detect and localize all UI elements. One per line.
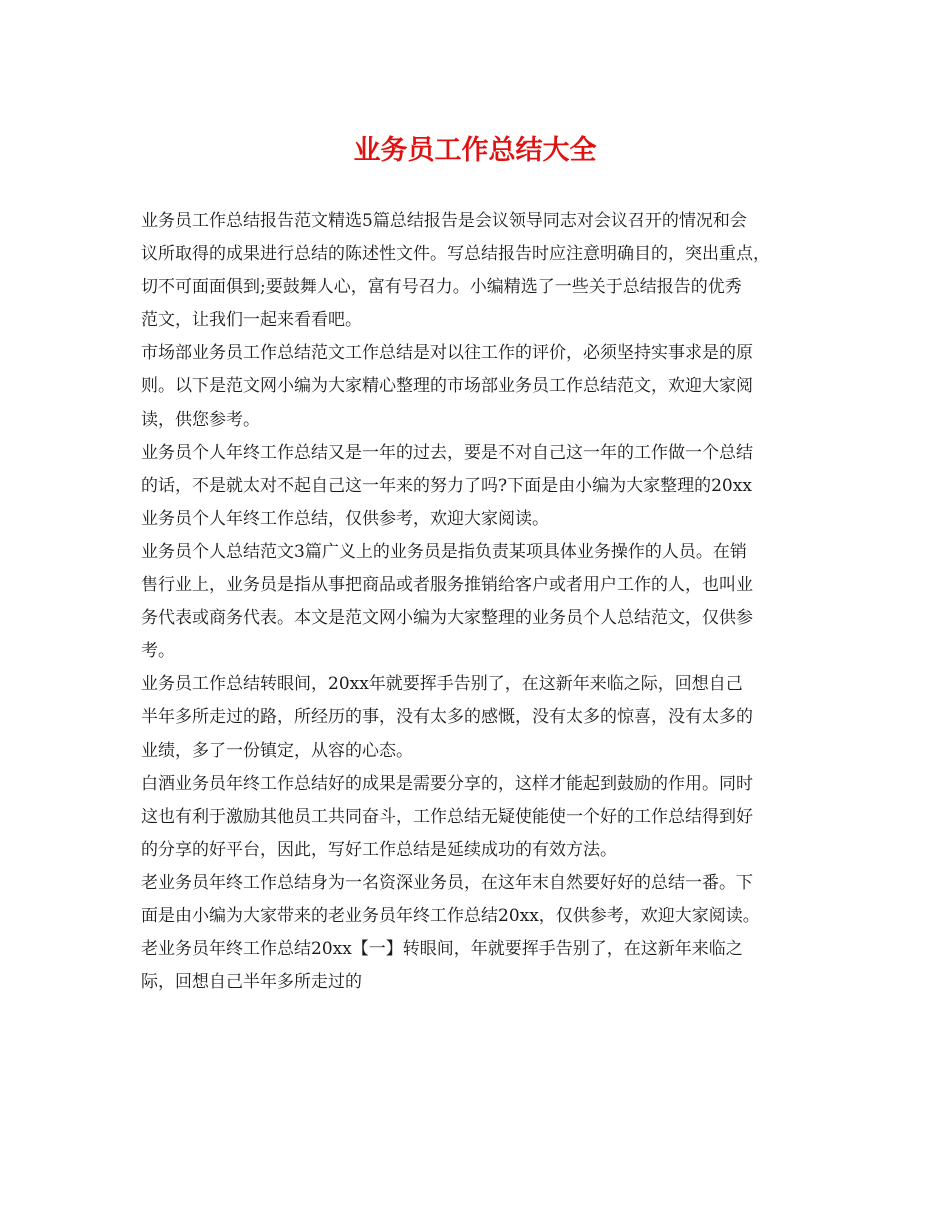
text-line: 老业务员年终工作总结20xx【一】转眼间，年就要挥手告别了，在这新年来临之 [141,939,743,960]
text-line: 售行业上，业务员是指从事把商品或者服务推销给客户或者用户工作的人，也叫业 [141,575,753,596]
text-line: 业务员工作总结转眼间，20xx年就要挥手告别了，在这新年来临之际，回想自己 [141,674,743,695]
text-line: 业务员个人总结范文3篇广义上的业务员是指负责某项具体业务操作的人员。在销 [141,541,747,562]
text-line: 业绩，多了一份镇定，从容的心态。 [141,740,413,761]
text-line: 白酒业务员年终工作总结好的成果是需要分享的，这样才能起到鼓励的作用。同时 [141,773,753,794]
document-body [141,205,821,999]
text-line: 这也有利于激励其他员工共同奋斗，工作总结无疑使能使一个好的工作总结得到好 [141,806,753,827]
text-line: 际，回想自己半年多所走过的 [141,972,362,993]
text-line: 老业务员年终工作总结身为一名资深业务员，在这年末自然要好好的总结一番。下 [141,872,753,893]
text-line: 切不可面面俱到;要鼓舞人心，富有号召力。小编精选了一些关于总结报告的优秀 [141,277,742,298]
text-line: 范文，让我们一起来看看吧。 [141,310,362,331]
text-line: 市场部业务员工作总结范文工作总结是对以往工作的评价，必须坚持实事求是的原 [141,343,753,364]
text-line: 务代表或商务代表。本文是范文网小编为大家整理的业务员个人总结范文，仅供参 [141,608,753,629]
text-line: 读，供您参考。 [141,409,260,430]
text-line: 议所取得的成果进行总结的陈述性文件。写总结报告时应注意明确目的，突出重点， [141,244,770,265]
text-line: 业务员个人年终工作总结又是一年的过去，要是不对自己这一年的工作做一个总结 [141,442,753,463]
text-line: 的分享的好平台，因此，写好工作总结是延续成功的有效方法。 [141,839,617,860]
text-line: 业务员工作总结报告范文精选5篇总结报告是会议领导同志对会议召开的情况和会 [141,211,747,231]
document-title: 业务员工作总结大全 [353,135,597,166]
text-line: 则。以下是范文网小编为大家精心整理的市场部业务员工作总结范文，欢迎大家阅 [141,376,753,397]
text-line: 的话，不是就太对不起自己这一年来的努力了吗?下面是由小编为大家整理的20xx [141,475,752,496]
text-line: 面是由小编为大家带来的老业务员年终工作总结20xx，仅供参考，欢迎大家阅读。 [141,905,760,926]
text-line: 半年多所走过的路，所经历的事，没有太多的感慨，没有太多的惊喜，没有太多的 [141,707,753,728]
text-line: 考。 [141,641,175,662]
text-line: 业务员个人年终工作总结，仅供参考，欢迎大家阅读。 [141,508,549,529]
